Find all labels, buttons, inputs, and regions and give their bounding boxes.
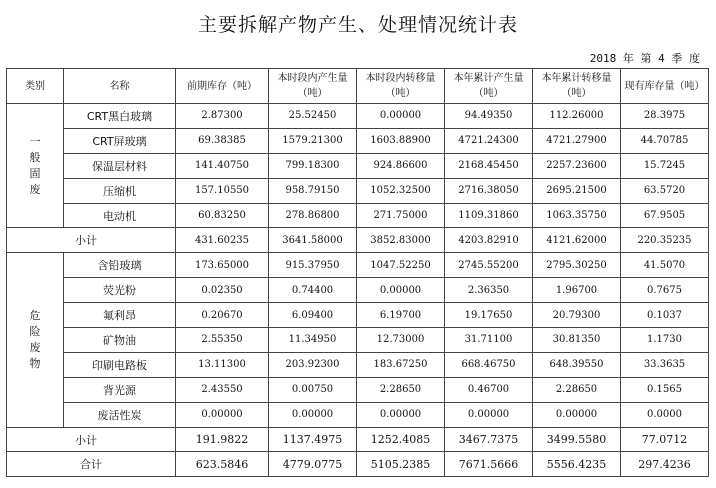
item-name: 印刷电路板	[64, 352, 176, 377]
item-name: 荧光粉	[64, 278, 176, 303]
grand-total-value: 5105.2385	[357, 452, 445, 477]
header-category: 类别	[7, 69, 64, 104]
value-cell: 278.86800	[269, 203, 357, 228]
grand-total-row	[7, 452, 709, 477]
value-cell: 668.46750	[445, 352, 533, 377]
subtotal-value: 1137.4975	[269, 427, 357, 452]
value-cell: 4721.24300	[445, 128, 533, 153]
subtotal-label: 小计	[7, 228, 176, 253]
value-cell: 2795.30250	[533, 253, 621, 278]
value-cell: 2.28650	[357, 377, 445, 402]
value-cell: 2257.23600	[533, 153, 621, 178]
value-cell: 19.17650	[445, 303, 533, 328]
value-cell: 0.00000	[357, 402, 445, 427]
value-cell: 60.83250	[176, 203, 269, 228]
item-name: CRT黑白玻璃	[64, 104, 176, 129]
value-cell: 6.09400	[269, 303, 357, 328]
item-name: 含铅玻璃	[64, 253, 176, 278]
subtotal-value: 1252.4085	[357, 427, 445, 452]
value-cell: 1579.21300	[269, 128, 357, 153]
item-name: 电动机	[64, 203, 176, 228]
value-cell: 915.37950	[269, 253, 357, 278]
value-cell: 4721.27900	[533, 128, 621, 153]
value-cell: 2.28650	[533, 377, 621, 402]
value-cell: 6.19700	[357, 303, 445, 328]
subtotal-value: 77.0712	[621, 427, 709, 452]
value-cell: 0.20670	[176, 303, 269, 328]
value-cell: 2695.21500	[533, 178, 621, 203]
value-cell: 12.73000	[357, 328, 445, 353]
grand-total-label: 合计	[7, 452, 176, 477]
header-ytd-produced: 本年累计产生量（吨）	[445, 69, 533, 104]
value-cell: 63.5720	[621, 178, 709, 203]
value-cell: 0.1037	[621, 303, 709, 328]
table-row	[7, 178, 709, 203]
subtotal-label: 小计	[7, 427, 176, 452]
subtotal-value: 4121.62000	[533, 228, 621, 253]
table-row	[7, 352, 709, 377]
value-cell: 141.40750	[176, 153, 269, 178]
value-cell: 2.55350	[176, 328, 269, 353]
value-cell: 271.75000	[357, 203, 445, 228]
value-cell: 0.7675	[621, 278, 709, 303]
value-cell: 183.67250	[357, 352, 445, 377]
item-name: 氟利昂	[64, 303, 176, 328]
table-row	[7, 253, 709, 278]
category-cell: 危 险 废 物	[7, 253, 64, 427]
value-cell: 1109.31860	[445, 203, 533, 228]
value-cell: 11.34950	[269, 328, 357, 353]
value-cell: 648.39550	[533, 352, 621, 377]
value-cell: 69.38385	[176, 128, 269, 153]
item-name: CRT屏玻璃	[64, 128, 176, 153]
item-name: 废活性炭	[64, 402, 176, 427]
value-cell: 958.79150	[269, 178, 357, 203]
header-current-stock: 现有库存量（吨）	[621, 69, 709, 104]
value-cell: 15.7245	[621, 153, 709, 178]
table-row	[7, 153, 709, 178]
value-cell: 173.65000	[176, 253, 269, 278]
value-cell: 0.0000	[621, 402, 709, 427]
value-cell: 1.1730	[621, 328, 709, 353]
value-cell: 0.00000	[357, 104, 445, 129]
header-prior-stock: 前期库存（吨）	[176, 69, 269, 104]
value-cell: 924.86600	[357, 153, 445, 178]
subtotal-value: 191.9822	[176, 427, 269, 452]
header-period-produced: 本时段内产生量（吨）	[269, 69, 357, 104]
subtotal-value: 4203.82910	[445, 228, 533, 253]
value-cell: 13.11300	[176, 352, 269, 377]
value-cell: 0.00000	[176, 402, 269, 427]
value-cell: 0.00000	[445, 402, 533, 427]
page-title: 主要拆解产物产生、处理情况统计表	[197, 14, 518, 36]
item-name: 压缩机	[64, 178, 176, 203]
item-name: 背光源	[64, 377, 176, 402]
category-cell: 一 般 固 废	[7, 104, 64, 228]
header-name: 名称	[64, 69, 176, 104]
value-cell: 0.00000	[533, 402, 621, 427]
value-cell: 0.00000	[357, 278, 445, 303]
header-ytd-transferred: 本年累计转移量（吨）	[533, 69, 621, 104]
table-row	[7, 203, 709, 228]
value-cell: 94.49350	[445, 104, 533, 129]
value-cell: 33.3635	[621, 352, 709, 377]
value-cell: 0.00000	[269, 402, 357, 427]
value-cell: 2716.38050	[445, 178, 533, 203]
value-cell: 28.3975	[621, 104, 709, 129]
table-row	[7, 278, 709, 303]
value-cell: 30.81350	[533, 328, 621, 353]
value-cell: 1052.32500	[357, 178, 445, 203]
item-name: 矿物油	[64, 328, 176, 353]
value-cell: 44.70785	[621, 128, 709, 153]
value-cell: 1063.35750	[533, 203, 621, 228]
table-row	[7, 377, 709, 402]
item-name: 保温层材料	[64, 153, 176, 178]
subtotal-row	[7, 228, 709, 253]
value-cell: 41.5070	[621, 253, 709, 278]
table-row	[7, 104, 709, 129]
grand-total-value: 4779.0775	[269, 452, 357, 477]
statistics-table	[6, 68, 709, 477]
header-period-transferred: 本时段内转移量（吨）	[357, 69, 445, 104]
grand-total-value: 297.4236	[621, 452, 709, 477]
value-cell: 203.92300	[269, 352, 357, 377]
value-cell: 0.46700	[445, 377, 533, 402]
grand-total-value: 7671.5666	[445, 452, 533, 477]
table-row	[7, 402, 709, 427]
value-cell: 1.96700	[533, 278, 621, 303]
value-cell: 0.02350	[176, 278, 269, 303]
value-cell: 20.79300	[533, 303, 621, 328]
value-cell: 1047.52250	[357, 253, 445, 278]
subtotal-value: 3467.7375	[445, 427, 533, 452]
value-cell: 2745.55200	[445, 253, 533, 278]
value-cell: 2.36350	[445, 278, 533, 303]
value-cell: 0.00750	[269, 377, 357, 402]
value-cell: 1603.88900	[357, 128, 445, 153]
grand-total-value: 623.5846	[176, 452, 269, 477]
grand-total-value: 5556.4235	[533, 452, 621, 477]
subtotal-value: 3641.58000	[269, 228, 357, 253]
subtotal-value: 220.35235	[621, 228, 709, 253]
value-cell: 0.1565	[621, 377, 709, 402]
value-cell: 2.87300	[176, 104, 269, 129]
subtotal-row	[7, 427, 709, 452]
value-cell: 112.26000	[533, 104, 621, 129]
subtotal-value: 431.60235	[176, 228, 269, 253]
value-cell: 0.74400	[269, 278, 357, 303]
value-cell: 2168.45450	[445, 153, 533, 178]
value-cell: 67.9505	[621, 203, 709, 228]
value-cell: 31.71100	[445, 328, 533, 353]
value-cell: 157.10550	[176, 178, 269, 203]
value-cell: 799.18300	[269, 153, 357, 178]
table-row	[7, 128, 709, 153]
table-row	[7, 303, 709, 328]
subtotal-value: 3499.5580	[533, 427, 621, 452]
report-period: 2018 年 第 4 季 度	[589, 52, 700, 65]
subtotal-value: 3852.83000	[357, 228, 445, 253]
table-row	[7, 328, 709, 353]
table-header-row	[7, 69, 709, 104]
value-cell: 2.43550	[176, 377, 269, 402]
value-cell: 25.52450	[269, 104, 357, 129]
